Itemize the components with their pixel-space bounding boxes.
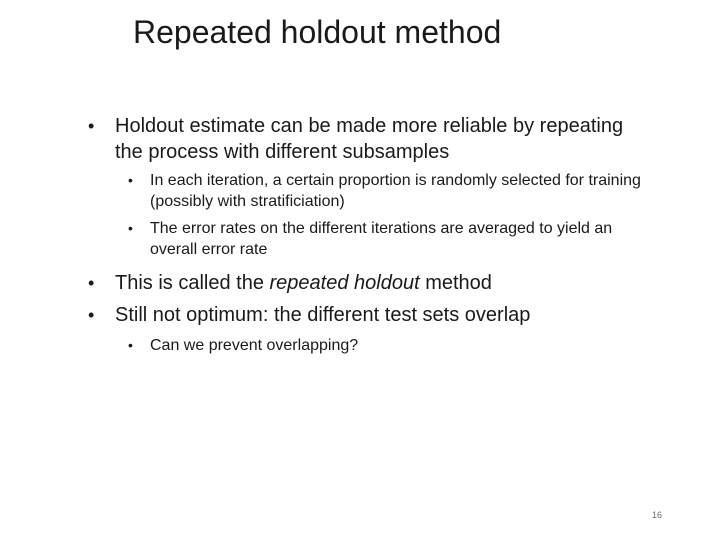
bullet-text: Still not optimum: the different test sets overlap	[115, 304, 531, 326]
bullet-item	[88, 302, 648, 328]
bullet-text: Holdout estimate can be made more reliable by repeating the process with different subsamples	[115, 115, 624, 163]
page-number: 16	[652, 510, 663, 520]
bullet-item	[88, 113, 648, 165]
slide-title: Repeated holdout method	[133, 14, 502, 50]
bullet-marker: •	[128, 172, 133, 188]
bullet-text	[115, 270, 648, 296]
sub-bullet-item	[128, 170, 648, 212]
sub-bullet-item	[128, 218, 648, 260]
bullet-text: In each iteration, a certain proportion is randomly selected for training (possibly with stratificiation)	[150, 172, 641, 210]
emphasis-text: repeated holdout	[269, 272, 420, 294]
bullet-text: Can we prevent overlapping?	[150, 337, 359, 354]
bullet-text-post: method	[419, 272, 492, 294]
sub-bullet-item	[128, 335, 648, 356]
bullet-marker: •	[128, 220, 133, 236]
bullet-text-pre: This is called the	[115, 272, 270, 294]
bullet-marker: •	[88, 273, 95, 293]
bullet-marker: •	[88, 116, 95, 136]
bullet-marker: •	[128, 337, 133, 353]
bullet-text: The error rates on the different iterations are averaged to yield an overall error rate	[150, 220, 613, 258]
bullet-marker: •	[88, 305, 95, 325]
bullet-item	[88, 270, 648, 296]
